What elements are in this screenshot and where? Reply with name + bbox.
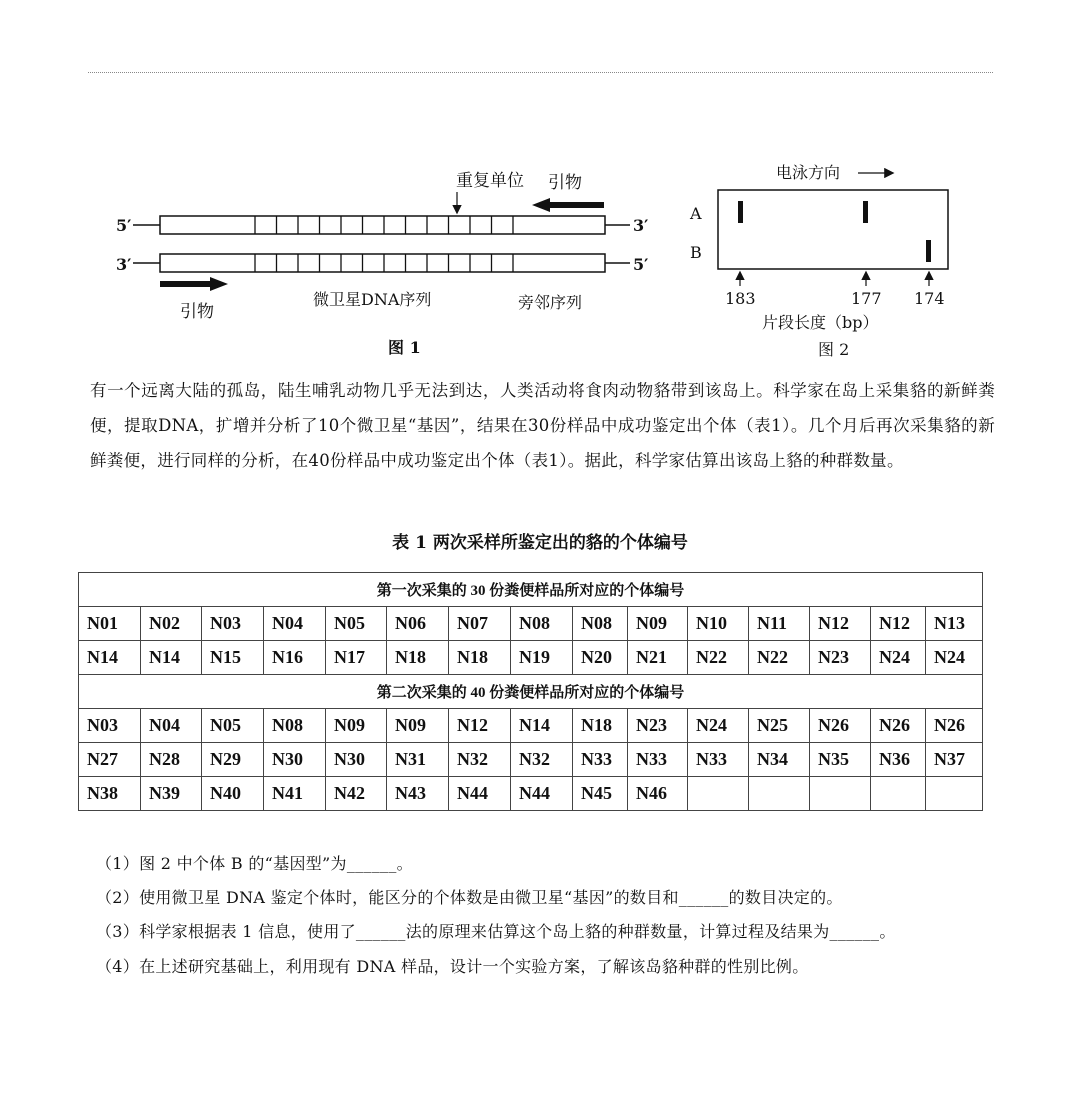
second-sample-header: 第二次采集的 40 份粪便样品所对应的个体编号: [79, 675, 983, 709]
band-a-183: [738, 201, 743, 223]
table-cell: N16: [264, 641, 326, 675]
table-cell: N28: [141, 743, 202, 777]
table-cell: N12: [810, 607, 871, 641]
table-cell: N22: [749, 641, 810, 675]
table-cell: N03: [79, 709, 141, 743]
table-cell: N20: [573, 641, 628, 675]
table-cell: N06: [387, 607, 449, 641]
row-label-b: B: [690, 243, 702, 262]
primer-bottom-arrow: [160, 277, 228, 291]
table-cell: N32: [449, 743, 511, 777]
table-cell: N37: [926, 743, 983, 777]
table-row: [79, 641, 983, 675]
table-cell: N14: [141, 641, 202, 675]
table-cell: N44: [449, 777, 511, 811]
table-cell: N04: [264, 607, 326, 641]
table-cell: N41: [264, 777, 326, 811]
table-cell: N03: [202, 607, 264, 641]
table-cell: N44: [511, 777, 573, 811]
table-cell: N05: [202, 709, 264, 743]
table-cell: N26: [926, 709, 983, 743]
primer-top-arrow: [532, 198, 604, 212]
table-cell: N30: [326, 743, 387, 777]
table-cell: N29: [202, 743, 264, 777]
bottom-left-end: 3′: [116, 255, 132, 274]
row-label-a: A: [690, 204, 702, 223]
first-sample-header: 第一次采集的 30 份粪便样品所对应的个体编号: [79, 573, 983, 607]
axis-label: 片段长度（bp）: [762, 313, 879, 332]
primer-bottom-label: 引物: [180, 302, 214, 322]
table-row: [79, 709, 983, 743]
table-cell: N11: [749, 607, 810, 641]
table-cell: [871, 777, 926, 811]
position-177: 177: [851, 289, 882, 308]
figure-1: [116, 171, 648, 357]
table-cell: N08: [264, 709, 326, 743]
table-cell: N07: [449, 607, 511, 641]
band-b-174: [926, 240, 931, 262]
top-left-end: 5′: [116, 216, 132, 235]
figures: [0, 0, 1080, 370]
table-cell: N24: [926, 641, 983, 675]
table-cell: N27: [79, 743, 141, 777]
table-cell: N39: [141, 777, 202, 811]
table-cell: N45: [573, 777, 628, 811]
bottom-strand: [160, 254, 605, 272]
table-cell: N13: [926, 607, 983, 641]
table-cell: N38: [79, 777, 141, 811]
table-cell: N23: [628, 709, 688, 743]
problem-paragraph: 有一个远离大陆的孤岛，陆生哺乳动物几乎无法到达，人类活动将食肉动物貉带到该岛上。科学家在岛上采集貉的新鲜粪便，提取DNA，扩增并分析了10个微卫星“基因”，结果在30份样品中成功鉴定出个体（表1）。几个月后再次采集貉的新鲜粪便，进行同样的分析，在40份样品中成功鉴定出个体（表1）。据此，科学家估算出该岛上貉的种群数量。: [90, 381, 995, 470]
table-cell: N33: [628, 743, 688, 777]
question-1: （1）图 2 中个体 B 的“基因型”为______。: [96, 854, 413, 873]
table-cell: N23: [810, 641, 871, 675]
table-row: [79, 743, 983, 777]
table-cell: N24: [688, 709, 749, 743]
table-cell: N04: [141, 709, 202, 743]
table-cell: N34: [749, 743, 810, 777]
table-cell: N14: [511, 709, 573, 743]
table-cell: [810, 777, 871, 811]
table-cell: [926, 777, 983, 811]
table-cell: N09: [387, 709, 449, 743]
table-cell: N33: [688, 743, 749, 777]
table-cell: N46: [628, 777, 688, 811]
table-cell: N01: [79, 607, 141, 641]
table-row: [79, 607, 983, 641]
band-a-177: [863, 201, 868, 223]
table-cell: N10: [688, 607, 749, 641]
bottom-right-end: 5′: [633, 255, 649, 274]
table-cell: N32: [511, 743, 573, 777]
flanking-label: 旁邻序列: [518, 293, 583, 312]
table-cell: N14: [79, 641, 141, 675]
table-cell: N12: [449, 709, 511, 743]
position-183: 183: [725, 289, 756, 308]
microsatellite-label: 微卫星DNA序列: [313, 290, 432, 309]
table-cell: N08: [511, 607, 573, 641]
table-cell: [688, 777, 749, 811]
table-cell: N17: [326, 641, 387, 675]
question-2: （2）使用微卫星 DNA 鉴定个体时，能区分的个体数是由微卫星“基因”的数目和______的数目决定的。: [96, 888, 843, 907]
position-174: 174: [914, 289, 945, 308]
table-cell: N18: [573, 709, 628, 743]
table-cell: N09: [326, 709, 387, 743]
figure-2: [689, 163, 948, 359]
question-3: （3）科学家根据表 1 信息，使用了______法的原理来估算这个岛上貉的种群数量，计算过程及结果为______。: [96, 922, 896, 941]
table-cell: N15: [202, 641, 264, 675]
table-cell: N31: [387, 743, 449, 777]
table-cell: N26: [810, 709, 871, 743]
table-cell: N09: [628, 607, 688, 641]
question-4: （4）在上述研究基础上，利用现有 DNA 样品，设计一个实验方案，了解该岛貉种群的性别比例。: [96, 957, 809, 976]
table-cell: N33: [573, 743, 628, 777]
table-cell: N25: [749, 709, 810, 743]
table-cell: N08: [573, 607, 628, 641]
figure-2-caption: 图 2: [818, 340, 850, 359]
table-cell: N30: [264, 743, 326, 777]
direction-label: 电泳方向: [776, 163, 841, 182]
table-cell: N42: [326, 777, 387, 811]
table-cell: N18: [387, 641, 449, 675]
table-cell: N12: [871, 607, 926, 641]
top-strand: [160, 216, 605, 234]
table-row: [79, 777, 983, 811]
individual-id-table: [78, 572, 983, 811]
primer-top-label: 引物: [548, 173, 582, 193]
top-right-end: 3′: [633, 216, 649, 235]
table-cell: N05: [326, 607, 387, 641]
table-cell: N22: [688, 641, 749, 675]
table-cell: N43: [387, 777, 449, 811]
figure-1-caption: 图 1: [388, 338, 421, 357]
table-caption: 表 1 两次采样所鉴定出的貉的个体编号: [392, 533, 688, 553]
repeat-unit-label: 重复单位: [456, 171, 524, 191]
table-cell: N19: [511, 641, 573, 675]
table-cell: N40: [202, 777, 264, 811]
table-cell: N36: [871, 743, 926, 777]
table-cell: [749, 777, 810, 811]
table-cell: N21: [628, 641, 688, 675]
table-cell: N26: [871, 709, 926, 743]
table-cell: N18: [449, 641, 511, 675]
table-cell: N02: [141, 607, 202, 641]
table-cell: N24: [871, 641, 926, 675]
table-cell: N35: [810, 743, 871, 777]
gel-box: [718, 190, 948, 269]
